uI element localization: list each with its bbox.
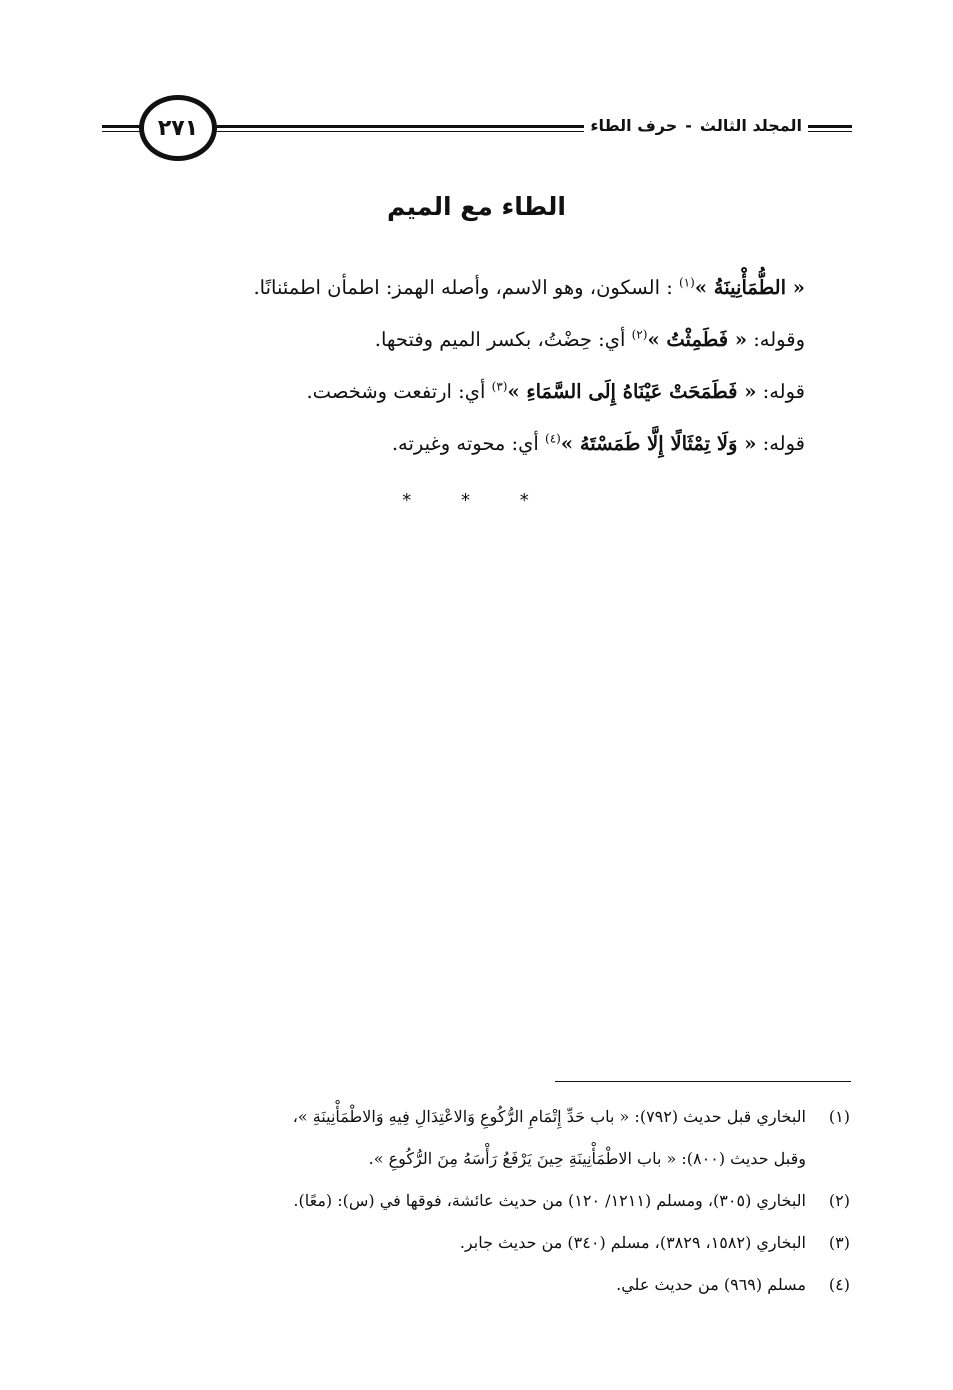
entry-definition: أي: حِضْتُ، بكسر الميم وفتحها. [374, 328, 626, 351]
footnote-text [100, 1264, 806, 1306]
footnote-number: (٢) [828, 1191, 850, 1210]
entry [100, 418, 805, 470]
footnote-text [100, 1222, 806, 1264]
entry-headword: « فَطَمَحَتْ عَيْنَاهُ إِلَى السَّمَاءِ » [507, 380, 757, 403]
entry [100, 366, 805, 418]
entry-headword: « وَلَا تِمْثَالًا إِلَّا طَمَسْتَهُ » [560, 432, 757, 455]
footnote-rule [555, 1081, 851, 1082]
entry-headword: « الطُّمَأْنِينَةُ » [694, 276, 805, 299]
body-text [100, 262, 805, 470]
footnote-text [100, 1180, 806, 1222]
entry-definition: : السكون، وهو الاسم، وأصله الهمز: اطمأن اطمئنانًا. [253, 276, 673, 299]
footnote [100, 1222, 850, 1264]
footnote-number: (٤) [828, 1275, 850, 1294]
footnote-line: البخاري (٣٠٥)، ومسلم (١٢١١/ ١٢٠) من حديث عائشة، فوقها في (س): (معًا). [293, 1191, 806, 1210]
footnote [100, 1096, 850, 1180]
header-title [584, 116, 808, 135]
entry-headword: « فَطَمِثْتُ » [647, 328, 748, 351]
footnote-text [100, 1096, 806, 1180]
footnote-ref: (٤) [545, 431, 561, 446]
page-number: ٢٧١ [139, 95, 217, 161]
section-divider: * * * [402, 490, 551, 511]
footnote-line: مسلم (٩٦٩) من حديث علي. [616, 1275, 806, 1294]
section-title: الطاء مع الميم [387, 192, 566, 221]
footnote-ref: (٢) [631, 327, 648, 342]
footnote-line: البخاري قبل حديث (٧٩٢): « باب حَدِّ إِتْمَامِ الرُّكُوعِ وَالاعْتِدَالِ فِيهِ وَالاطْمَأْنِينَةِ »، [292, 1107, 806, 1126]
footnote-number: (٣) [828, 1233, 850, 1252]
footnote-ref: (٣) [491, 379, 508, 394]
entry-definition: أي: ارتفعت وشخصت. [306, 380, 486, 403]
entry-prefix: قوله: [762, 432, 805, 455]
header-rule-left [102, 125, 142, 128]
footnote-ref: (١) [678, 275, 695, 290]
header-volume: المجلد الثالث [699, 116, 802, 135]
entry-prefix: قوله: [762, 380, 805, 403]
footnotes [100, 1096, 850, 1306]
entry [100, 262, 805, 314]
header-section: حرف الطاء [590, 116, 678, 135]
footnote [100, 1264, 850, 1306]
header-separator: - [685, 116, 692, 135]
entry [100, 314, 805, 366]
entry-prefix: وقوله: [753, 328, 805, 351]
footnote-line: البخاري (١٥٨٢، ٣٨٢٩)، مسلم (٣٤٠) من حديث جابر. [459, 1233, 806, 1252]
header-rule-left-thin [102, 131, 142, 132]
footnote-number: (١) [828, 1107, 850, 1126]
footnote-line: وقبل حديث (٨٠٠): « باب الاطْمَأْنِينَةِ حِينَ يَرْفَعُ رَأْسَهُ مِنَ الرُّكُوعِ ». [368, 1149, 806, 1168]
footnote [100, 1180, 850, 1222]
entry-definition: أي: محوته وغيرته. [391, 432, 539, 455]
